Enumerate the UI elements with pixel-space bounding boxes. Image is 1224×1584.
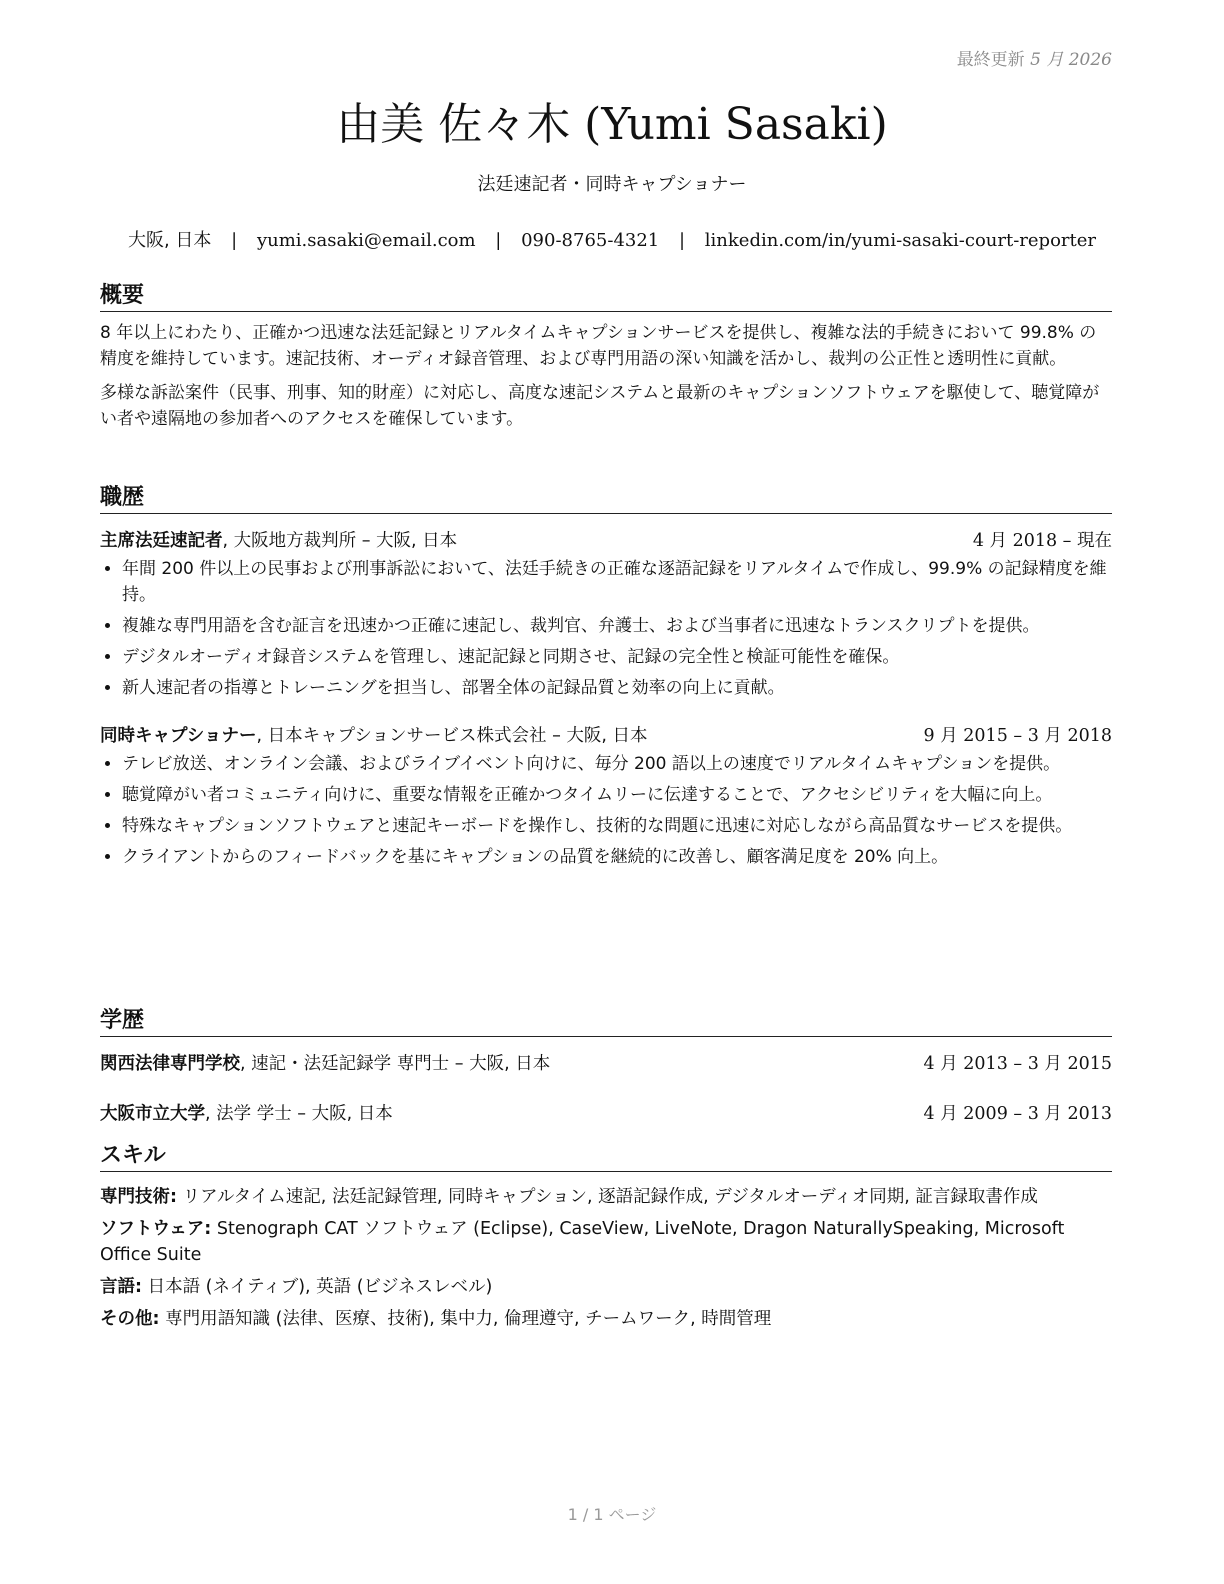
skill-line (100, 1216, 1112, 1268)
job-header (100, 723, 1112, 749)
skill-line (100, 1274, 1112, 1300)
skills-heading: スキル (100, 1138, 1112, 1172)
skill-label: その他: (100, 1309, 160, 1329)
education-date: 4 月 2009 – 3 月 2013 (923, 1104, 1112, 1124)
page-number: 1 / 1 ページ (567, 1505, 657, 1524)
skill-value: Stenograph CAT ソフトウェア (Eclipse), CaseView, LiveNote, Dragon NaturallySpeaking, Microsoft Office Suite (100, 1219, 1065, 1265)
skill-line (100, 1184, 1112, 1210)
education-school: 関西法律専門学校 (100, 1054, 240, 1074)
skill-value: 日本語 (ネイティブ), 英語 (ビジネスレベル) (142, 1277, 493, 1297)
last-updated-year: 2026 (1068, 50, 1112, 70)
contact-separator: | (495, 230, 502, 251)
contact-email[interactable]: yumi.sasaki@email.com (256, 230, 476, 251)
job-bullets (100, 556, 1112, 701)
summary-paragraph: 多様な訴訟案件（民事、刑事、知的財産）に対応し、高度な速記システムと最新のキャプションソフトウェアを駆使して、聴覚障がい者や遠隔地の参加者へのアクセスを確保しています。 (100, 383, 1100, 429)
job-date: 4 月 2018 – 現在 (972, 531, 1112, 551)
education-entry (100, 1051, 1112, 1077)
skill-value: 専門用語知識 (法律、医療、技術), 集中力, 倫理遵守, チームワーク, 時間管理 (159, 1309, 772, 1329)
job-role: 主席法廷速記者 (100, 531, 223, 551)
job-entry (100, 723, 1112, 870)
list-item: • 聴覚障がい者コミュニティ向けに、重要な情報を正確かつタイムリーに伝達することで、アクセシビリティを大幅に向上。 (122, 782, 1112, 808)
last-updated-label: 最終更新 (956, 50, 1025, 70)
contact-linkedin[interactable]: linkedin.com/in/yumi-sasaki-court-reporter (704, 230, 1097, 251)
contact-line (0, 226, 1224, 252)
candidate-name: 由美 佐々木 (Yumi Sasaki) (336, 99, 888, 150)
job-title: 法廷速記者・同時キャプショナー (477, 174, 747, 195)
education-heading: 学歴 (100, 1003, 1112, 1037)
contact-phone: 090-8765-4321 (521, 230, 660, 251)
experience-section (100, 480, 1112, 875)
last-updated (957, 45, 1112, 70)
education-date: 4 月 2013 – 3 月 2015 (923, 1054, 1112, 1074)
experience-heading: 職歴 (100, 480, 1112, 514)
job-role: 同時キャプショナー (100, 726, 257, 746)
education-detail: , 速記・法廷記録学 専門士 – 大阪, 日本 (240, 1054, 551, 1074)
skills-section (100, 1138, 1112, 1332)
skill-label: ソフトウェア: (100, 1219, 212, 1239)
job-header (100, 528, 1112, 554)
list-item: • デジタルオーディオ録音システムを管理し、速記記録と同期させ、記録の完全性と検証可能性を確保。 (122, 644, 1112, 670)
list-item: • 年間 200 件以上の民事および刑事訴訟において、法廷手続きの正確な逐語記録をリアルタイムで作成し、99.9% の記録精度を維持。 (122, 556, 1112, 608)
job-date: 9 月 2015 – 3 月 2018 (923, 726, 1112, 746)
summary-paragraph: 8 年以上にわたり、正確かつ迅速な法廷記録とリアルタイムキャプションサービスを提供し、複雑な法的手続きにおいて 99.8% の精度を維持しています。速記技術、オーディオ録音管理、および専門用語の深い知識を活かし、裁判の公正性と透明性に貢献。 (100, 323, 1097, 369)
list-item: • テレビ放送、オンライン会議、およびライブイベント向けに、毎分 200 語以上の速度でリアルタイムキャプションを提供。 (122, 751, 1112, 777)
job-entry (100, 528, 1112, 701)
skill-value: リアルタイム速記, 法廷記録管理, 同時キャプション, 逐語記録作成, デジタルオーディオ同期, 証言録取書作成 (177, 1187, 1038, 1207)
education-section (100, 1003, 1112, 1127)
job-bullets (100, 751, 1112, 870)
education-detail: , 法学 学士 – 大阪, 日本 (205, 1104, 393, 1124)
summary-heading: 概要 (100, 278, 1112, 312)
summary-section (100, 278, 1112, 432)
job-org: , 大阪地方裁判所 – 大阪, 日本 (222, 531, 458, 551)
contact-location: 大阪, 日本 (127, 230, 212, 251)
education-entry (100, 1101, 1112, 1127)
skill-line (100, 1306, 1112, 1332)
list-item: • 新人速記者の指導とトレーニングを担当し、部署全体の記録品質と効率の向上に貢献。 (122, 675, 1112, 701)
job-org: , 日本キャプションサービス株式会社 – 大阪, 日本 (256, 726, 648, 746)
skill-label: 言語: (100, 1277, 142, 1297)
last-updated-month: 5 月 (1030, 50, 1064, 70)
contact-separator: | (231, 230, 238, 251)
list-item: • 特殊なキャプションソフトウェアと速記キーボードを操作し、技術的な問題に迅速に対応しながら高品質なサービスを提供。 (122, 813, 1112, 839)
list-item: • クライアントからのフィードバックを基にキャプションの品質を継続的に改善し、顧客満足度を 20% 向上。 (122, 844, 1112, 870)
education-school: 大阪市立大学 (100, 1104, 205, 1124)
list-item: • 複雑な専門用語を含む証言を迅速かつ正確に速記し、裁判官、弁護士、および当事者に迅速なトランスクリプトを提供。 (122, 613, 1112, 639)
contact-separator: | (678, 230, 686, 251)
skill-label: 専門技術: (100, 1187, 177, 1207)
